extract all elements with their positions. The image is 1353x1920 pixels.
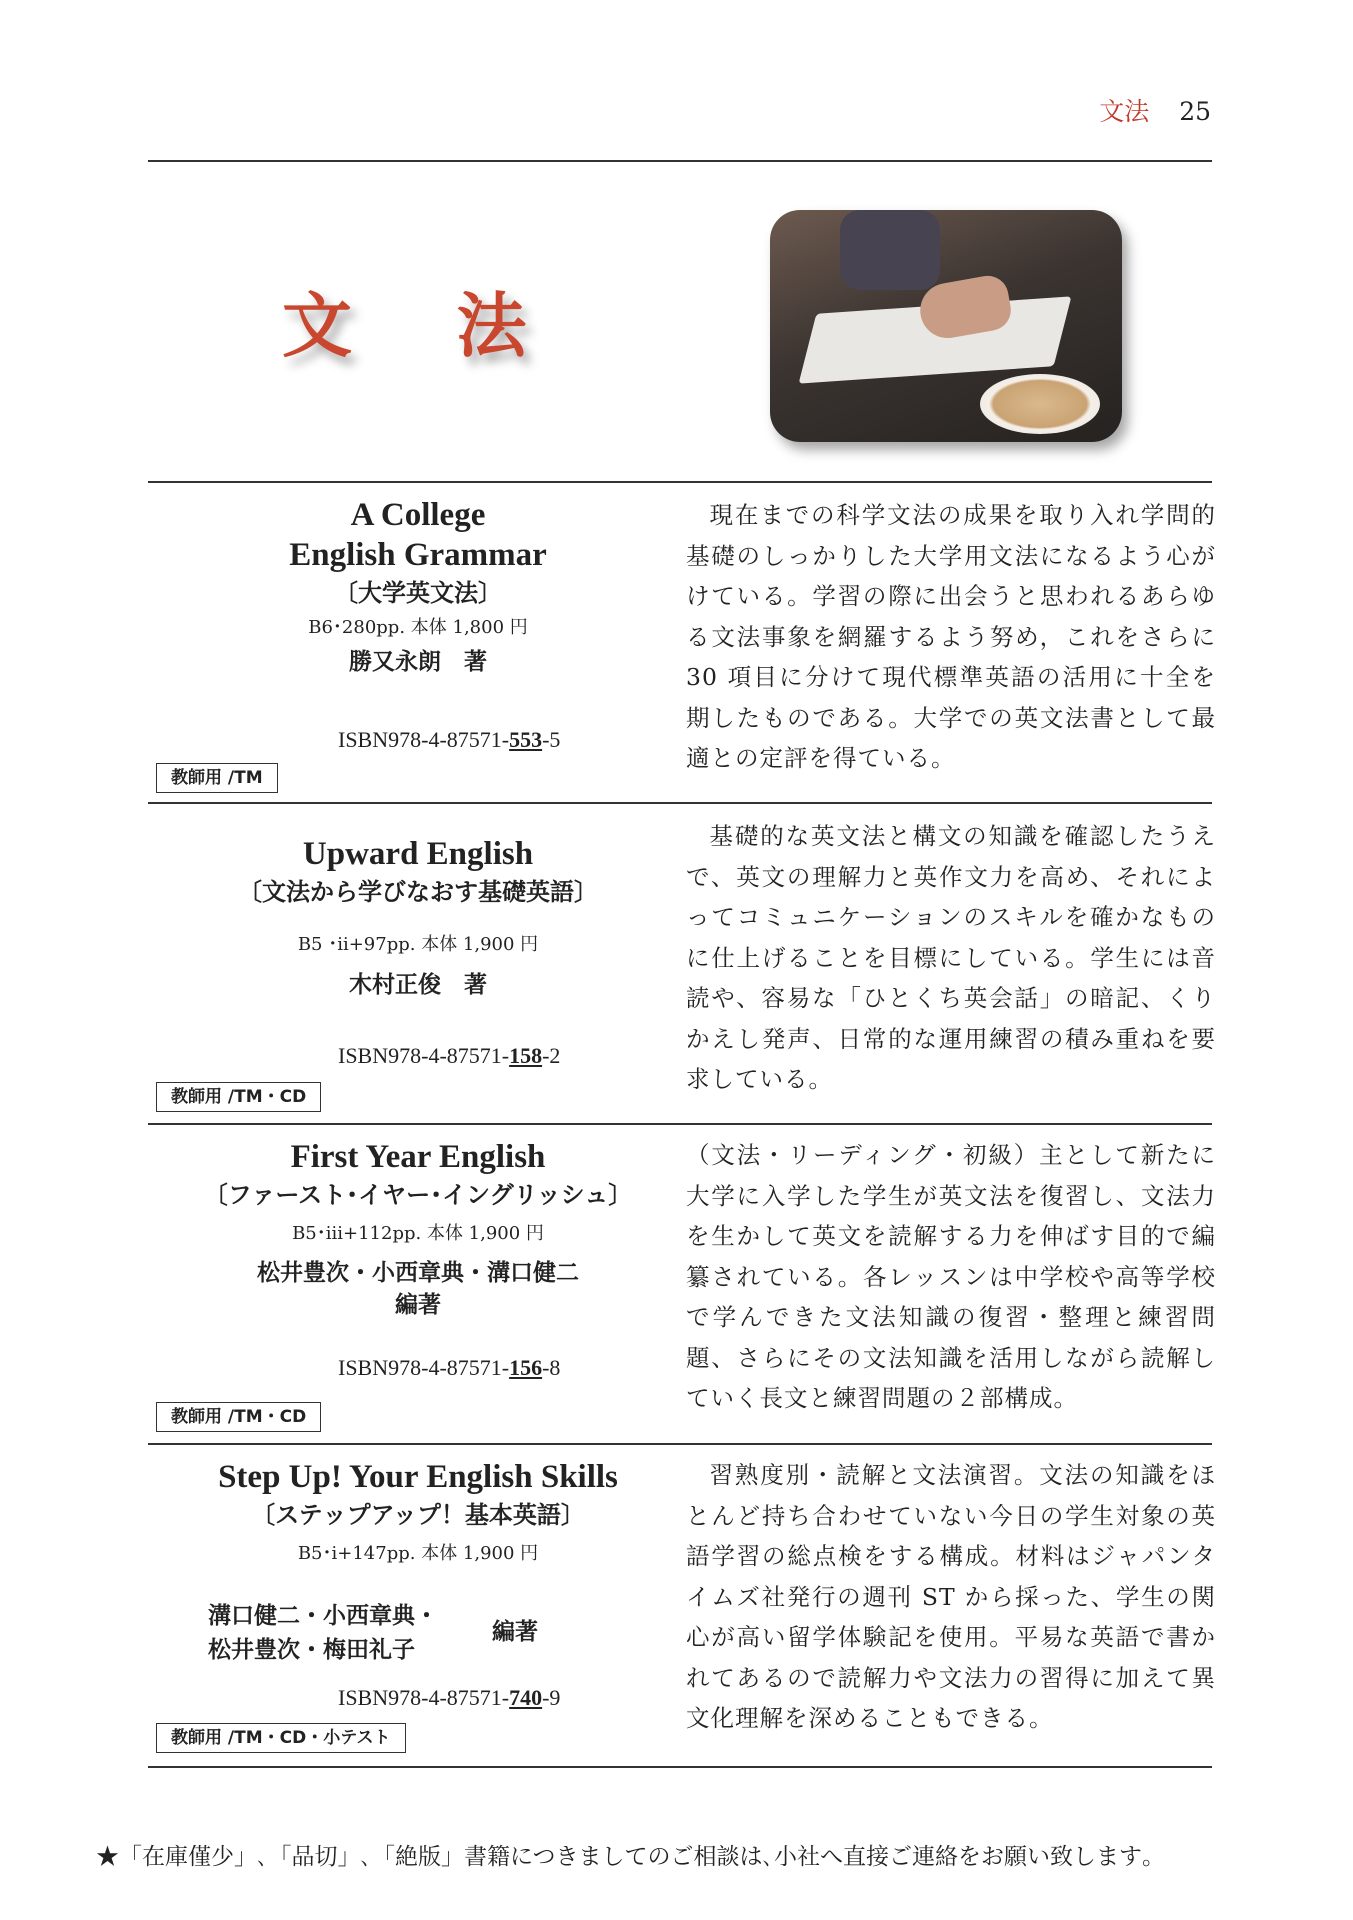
isbn: ISBN978-4-87571-158-2 <box>338 1043 561 1068</box>
book-spec: B5･iii+112pp. 本体 1,900 円 <box>292 1223 544 1244</box>
rule <box>148 481 1212 483</box>
isbn: ISBN978-4-87571-553-5 <box>338 727 561 752</box>
book-description: （文法・リーディング・初級）主として新たに大学に入学した学生が英文法を復習し、文法力を生かして英文を読解する力を伸ばす目的で編纂されている。各レッスンは中学校や高等学校で学んできた文法知識の復習・整理と練習問題、さらにその文法知識を活用しながら読解していく長文と練習問題の２部構成。 <box>686 1141 1216 1412</box>
book-author: 勝又永朗 著 <box>349 649 487 675</box>
book-spec: B6･280pp. 本体 1,800 円 <box>308 617 528 638</box>
book-spec: B5 ･ii+97pp. 本体 1,900 円 <box>297 934 539 955</box>
rule <box>148 1766 1212 1768</box>
book-description: 習熟度別・読解と文法演習。文法の知識をほとんど持ち合わせていない今日の学生対象の英語学習の総点検をする構成。材料はジャパンタイムズ社発行の週刊 ST から採った、学生の関心が高い留学体験記を使用。平易な英語で書かれてあるので読解力や文法力の習得に加えて異文化理解を深めることもできる。 <box>686 1461 1216 1732</box>
book-author: 木村正俊 著 <box>349 972 487 998</box>
book-title-jp: 〔ステップアップ！基本英語〕 <box>251 1501 585 1529</box>
book-author: 松井豊次・小西章典・溝口健二 編著 <box>257 1260 579 1318</box>
rule <box>148 802 1212 804</box>
page-title: 文 法 <box>282 285 567 367</box>
teacher-badge: 教師用 /TM・CD <box>156 1402 321 1432</box>
book-title-en: Step Up! Your English Skills <box>218 1459 618 1495</box>
page-header <box>1099 92 1211 128</box>
teacher-badge: 教師用 /TM・CD・小テスト <box>156 1723 406 1753</box>
rule <box>148 1123 1212 1125</box>
author-role: 編著 <box>492 1619 538 1645</box>
book-description: 現在までの科学文法の成果を取り入れ学問的基礎のしっかりした大学用文法になるよう心がけている。学習の際に出会うと思われるあらゆる文法事象を網羅するよう努め，これをさらに 30 項目に分けて現代標準英語の活用に十全を期したものである。大学での英文法書として最適との定評を得ている。 <box>686 501 1216 772</box>
book-title-jp: 〔ファースト･イヤー･イングリッシュ〕 <box>203 1181 633 1209</box>
book-spec: B5･i+147pp. 本体 1,900 円 <box>297 1543 539 1564</box>
isbn: ISBN978-4-87571-740-9 <box>338 1685 561 1710</box>
section-label: 文法 <box>1099 97 1150 126</box>
book-title-en: First Year English <box>290 1139 546 1175</box>
page-number: 25 <box>1179 97 1211 126</box>
book-description: 基礎的な英文法と構文の知識を確認したうえで、英文の理解力と英作文力を高め、それによってコミュニケーションのスキルを確かなものに仕上げることを目標にしている。学生には音読や、容易な「ひとくち英会話」の暗記、くりかえし発声、日常的な運用練習の積み重ねを要求している。 <box>686 822 1216 1093</box>
rule <box>148 1443 1212 1445</box>
book-title-jp: 〔文法から学びなおす基礎英語〕 <box>238 878 598 906</box>
teacher-badge: 教師用 /TM <box>156 763 278 793</box>
header-photo <box>770 210 1122 442</box>
book-title-jp: 〔大学英文法〕 <box>334 579 502 607</box>
isbn: ISBN978-4-87571-156-8 <box>338 1355 561 1380</box>
book-author: 溝口健二・小西章典・ 松井豊次・梅田礼子 <box>208 1603 438 1663</box>
top-rule <box>148 160 1212 162</box>
book-title-en: Upward English <box>302 836 534 872</box>
book-title-en: A College English Grammar <box>289 497 547 573</box>
footer-note: ★「在庫僅少」､「品切」､「絶版」書籍につきましてのご相談は､小社へ直接ご連絡をお願い致します｡ <box>96 1844 1154 1870</box>
teacher-badge: 教師用 /TM・CD <box>156 1082 321 1112</box>
